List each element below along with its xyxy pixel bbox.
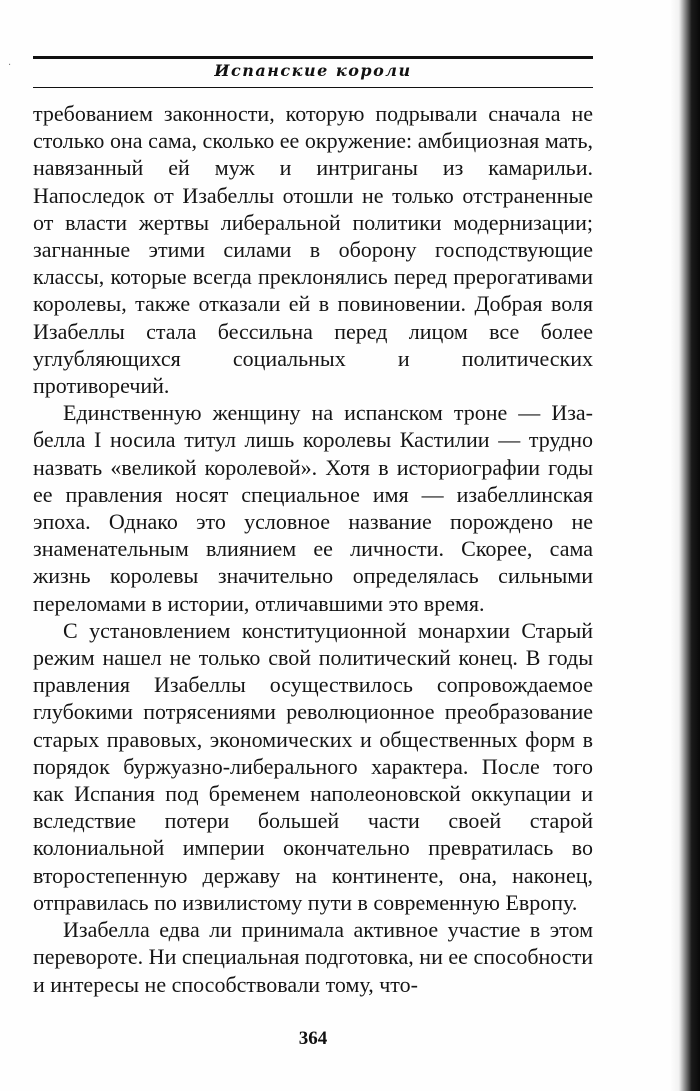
paragraph-2: Единственную женщину на испанском троне — Изабелла I носила титул лишь королевы Кастилии — трудно назвать «великой королевой». Хотя в историографии годы ее правления носят специальное имя — изабеллинская эпоха. Однако это условное название порождено не знаменательным влиянием ее личности. Скорее, сама жизнь королевы значительно определялась сильными переломами в истории, отличавшими это время.	[33, 400, 593, 616]
scan-speck: ·	[8, 60, 12, 71]
paragraph-3: С установлением конституционной монархии Старый режим нашел не только свой политический конец. В годы правления Изабеллы осуществилось сопровождаемое глубокими потрясениями революционное преобразование старых правовых, экономических и общественных форм в порядок буржуазно-либерального характера. После того как Испания под бременем наполеоновской оккупации и вследствие потери большей части своей старой колониальной империи окончательно превратилась во второстепенную державу на континенте, она, наконец, отправилась по извилистому пути в современную Европу.	[33, 617, 593, 915]
page-number: 364	[298, 1028, 328, 1049]
body-text	[33, 100, 593, 998]
header-rule-top	[33, 56, 593, 59]
paragraph-4: Изабелла едва ли принимала активное участие в этом перевороте. Ни специальная подготовка, ни ее способности и интересы не способствовали тому, что-	[33, 917, 593, 997]
running-head-title: Испанские короли	[214, 61, 412, 80]
header-rule-bottom	[33, 87, 593, 88]
book-binding-shadow	[670, 0, 700, 1091]
paragraph-1: требованием законности, которую подрывали сначала не столько она сама, сколько ее окружение: амбициозная мать, навязанный ей муж и интриганы из камарильи. Напоследок от Изабеллы отошли не только отстраненные от власти жертвы либеральной политики модернизации; загнанные этими силами в оборону господствующие классы, которые всегда преклонялись перед прерогативами королевы, также отказали ей в повиновении. Добрая воля Изабеллы стала бессильна перед лицом все более углубляющихся социальных и политических противоречий.	[33, 101, 593, 399]
